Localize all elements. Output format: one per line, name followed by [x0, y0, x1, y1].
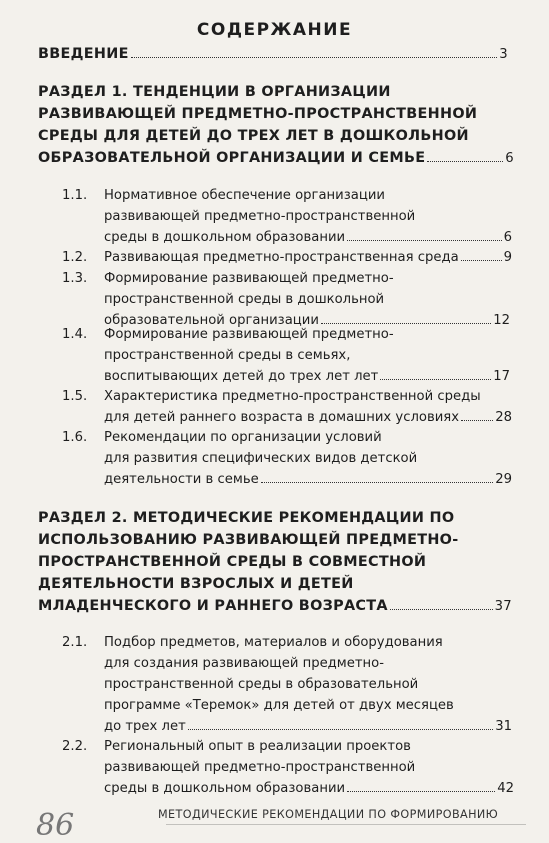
section-1-page: 6	[505, 151, 514, 166]
footer-page-number: 86	[36, 808, 75, 843]
item-1-1-number: 1.1.	[62, 188, 88, 203]
item-1-3-line-3: образовательной организации	[104, 313, 319, 328]
dot-leader	[380, 379, 491, 380]
dot-leader	[261, 482, 494, 483]
item-1-3-number: 1.3.	[62, 271, 88, 286]
item-1-5-line-2: для детей раннего возраста в домашних условиях	[104, 410, 460, 425]
item-2-1-page: 31	[495, 719, 512, 734]
item-1-2-number: 1.2.	[62, 250, 88, 265]
dot-leader	[427, 161, 503, 162]
item-1-5-number: 1.5.	[62, 389, 88, 404]
item-1-6-line-3: деятельности в семье	[104, 472, 259, 487]
section-2-heading-line-4: ДЕЯТЕЛЬНОСТИ ВЗРОСЛЫХ И ДЕТЕЙ	[38, 576, 354, 592]
item-2-1-line-4: программе «Теремок» для детей от двух месяцев	[104, 698, 454, 713]
section-1-heading-last	[38, 148, 514, 169]
item-1-5-line-1: Характеристика предметно-пространственной среды	[104, 389, 481, 404]
section-1-heading-line-1: РАЗДЕЛ 1. ТЕНДЕНЦИИ В ОРГАНИЗАЦИИ	[38, 84, 391, 100]
dot-leader	[347, 791, 495, 792]
item-1-4-line-2: пространственной среды в семьях,	[104, 348, 351, 363]
section-1-heading-line-2: РАЗВИВАЮЩЕЙ ПРЕДМЕТНО-ПРОСТРАНСТВЕННОЙ	[38, 106, 478, 122]
item-1-4-last	[104, 367, 510, 387]
item-1-4-line-1: Формирование развивающей предметно-	[104, 327, 394, 342]
item-1-4-page: 17	[493, 369, 510, 384]
item-2-1-line-5: до трех лет	[104, 719, 186, 734]
section-2-heading-last	[38, 596, 512, 617]
item-1-1-line-1: Нормативное обеспечение организации	[104, 188, 385, 203]
item-1-6-line-2: для развития специфических видов детской	[104, 451, 418, 466]
item-2-1-last	[104, 717, 512, 737]
section-1-heading-line-3: СРЕДЫ ДЛЯ ДЕТЕЙ ДО ТРЕХ ЛЕТ В ДОШКОЛЬНОЙ	[38, 128, 469, 144]
dot-leader	[321, 323, 491, 324]
item-2-2-page: 42	[497, 781, 514, 796]
item-1-3-page: 12	[493, 313, 510, 328]
dot-leader	[347, 240, 502, 241]
item-1-2-last	[104, 248, 512, 268]
item-1-3-line-1: Формирование развивающей предметно-	[104, 271, 394, 286]
toc-intro	[38, 44, 508, 65]
dot-leader	[188, 729, 493, 730]
section-2-heading-line-3: ПРОСТРАНСТВЕННОЙ СРЕДЫ В СОВМЕСТНОЙ	[38, 554, 427, 570]
item-2-2-line-3: среды в дошкольном образовании	[104, 781, 346, 796]
item-2-2-last	[104, 779, 514, 799]
item-1-4-line-3: воспитывающих детей до трех лет лет	[104, 369, 379, 384]
page-title: СОДЕРЖАНИЕ	[196, 20, 353, 40]
item-1-5-last	[104, 408, 512, 428]
dot-leader	[461, 260, 502, 261]
item-2-2-line-2: развивающей предметно-пространственной	[104, 760, 416, 775]
section-2-heading-line-1: РАЗДЕЛ 2. МЕТОДИЧЕСКИЕ РЕКОМЕНДАЦИИ ПО	[38, 510, 455, 526]
item-2-2-number: 2.2.	[62, 739, 88, 754]
item-1-2-page: 9	[503, 250, 512, 265]
item-2-1-line-2: для создания развивающей предметно-	[104, 656, 384, 671]
footer-cut-edge	[166, 824, 526, 831]
item-1-6-page: 29	[495, 472, 512, 487]
dot-leader	[461, 420, 493, 421]
section-2-heading-line-5: МЛАДЕНЧЕСКОГО И РАННЕГО ВОЗРАСТА	[38, 598, 388, 614]
section-2-heading-line-2: ИСПОЛЬЗОВАНИЮ РАЗВИВАЮЩЕЙ ПРЕДМЕТНО-	[38, 532, 459, 548]
item-1-1-line-3: среды в дошкольном образовании	[104, 230, 346, 245]
item-2-2-line-1: Региональный опыт в реализации проектов	[104, 739, 411, 754]
item-1-6-last	[104, 470, 512, 490]
toc-intro-page: 3	[499, 47, 508, 62]
item-1-1-page: 6	[503, 230, 512, 245]
section-1-heading-line-4: ОБРАЗОВАТЕЛЬНОЙ ОРГАНИЗАЦИИ И СЕМЬЕ	[38, 150, 426, 166]
item-2-1-number: 2.1.	[62, 635, 88, 650]
item-1-1-last	[104, 228, 512, 248]
item-1-6-line-1: Рекомендации по организации условий	[104, 430, 382, 445]
item-2-1-line-3: пространственной среды в образовательной	[104, 677, 419, 692]
toc-intro-label: ВВЕДЕНИЕ	[38, 46, 129, 62]
item-1-2-line-1: Развивающая предметно-пространственная среда	[104, 250, 459, 265]
item-2-1-line-1: Подбор предметов, материалов и оборудования	[104, 635, 443, 650]
item-1-1-line-2: развивающей предметно-пространственной	[104, 209, 416, 224]
dot-leader	[390, 609, 493, 610]
item-1-3-line-2: пространственной среды в дошкольной	[104, 292, 385, 307]
item-1-6-number: 1.6.	[62, 430, 88, 445]
item-1-4-number: 1.4.	[62, 327, 88, 342]
item-1-5-page: 28	[495, 410, 512, 425]
footer-running-title: МЕТОДИЧЕСКИЕ РЕКОМЕНДАЦИИ ПО ФОРМИРОВАНИЮ	[158, 808, 499, 821]
section-2-page: 37	[494, 599, 512, 614]
dot-leader	[131, 57, 498, 58]
